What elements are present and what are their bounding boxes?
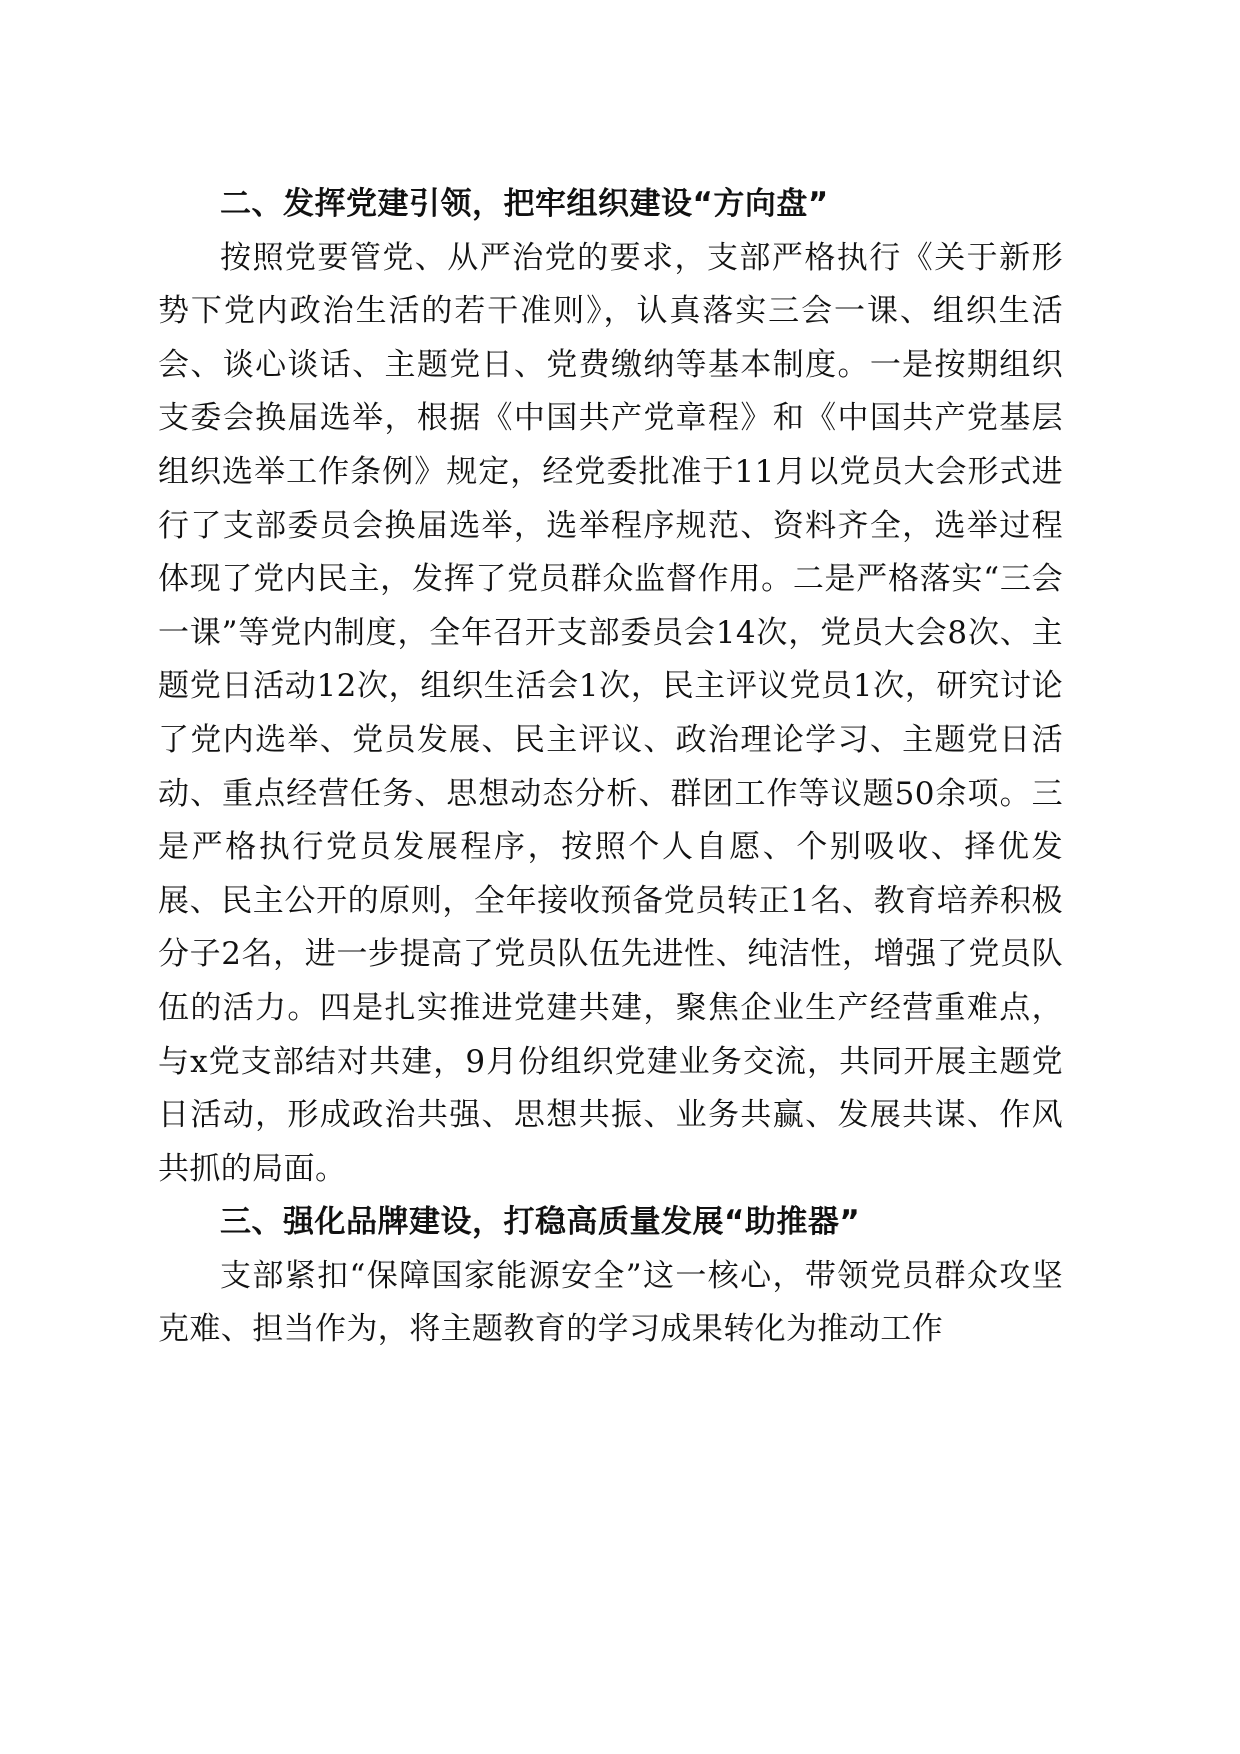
- section-2-heading: 二、发挥党建引领，把牢组织建设“方向盘”: [220, 186, 829, 222]
- section-3-paragraph: 支部紧扣“保障国家能源安全”这一核心，带领党员群众攻坚克难、担当作为，将主题教育的学习成果转化为推动工作: [158, 1257, 1063, 1348]
- section-2-paragraph: 按照党要管党、从严治党的要求，支部严格执行《关于新形势下党内政治生活的若干准则》，认真落实三会一课、组织生活会、谈心谈话、主题党日、党费缴纳等基本制度。一是按期组织支委会换届选举，根据《中国共产党章程》和《中国共产党基层组织选举工作条例》规定，经党委批准于11月以党员大会形式进行了支部委员会换届选举，选举程序规范、资料齐全，选举过程体现了党内民主，发挥了党员群众监督作用。二是严格落实“三会一课”等党内制度，全年召开支部委员会14次，党员大会8次、主题党日活动12次，组织生活会1次，民主评议党员1次，研究讨论了党内选举、党员发展、民主评议、政治理论学习、主题党日活动、重点经营任务、思想动态分析、群团工作等议题50余项。三是严格执行党员发展程序，按照个人自愿、个别吸收、择优发展、民主公开的原则，全年接收预备党员转正1名、教育培养积极分子2名，进一步提高了党员队伍先进性、纯洁性，增强了党员队伍的活力。四是扎实推进党建共建，聚焦企业生产经营重难点，与x党支部结对共建，9月份组织党建业务交流，共同开展主题党日活动，形成政治共强、思想共振、业务共赢、发展共谋、作风共抓的局面。: [158, 239, 1063, 1187]
- section-3-heading: 三、强化品牌建设，打稳高质量发展“助推器”: [220, 1204, 861, 1241]
- document-body: [158, 178, 1063, 1357]
